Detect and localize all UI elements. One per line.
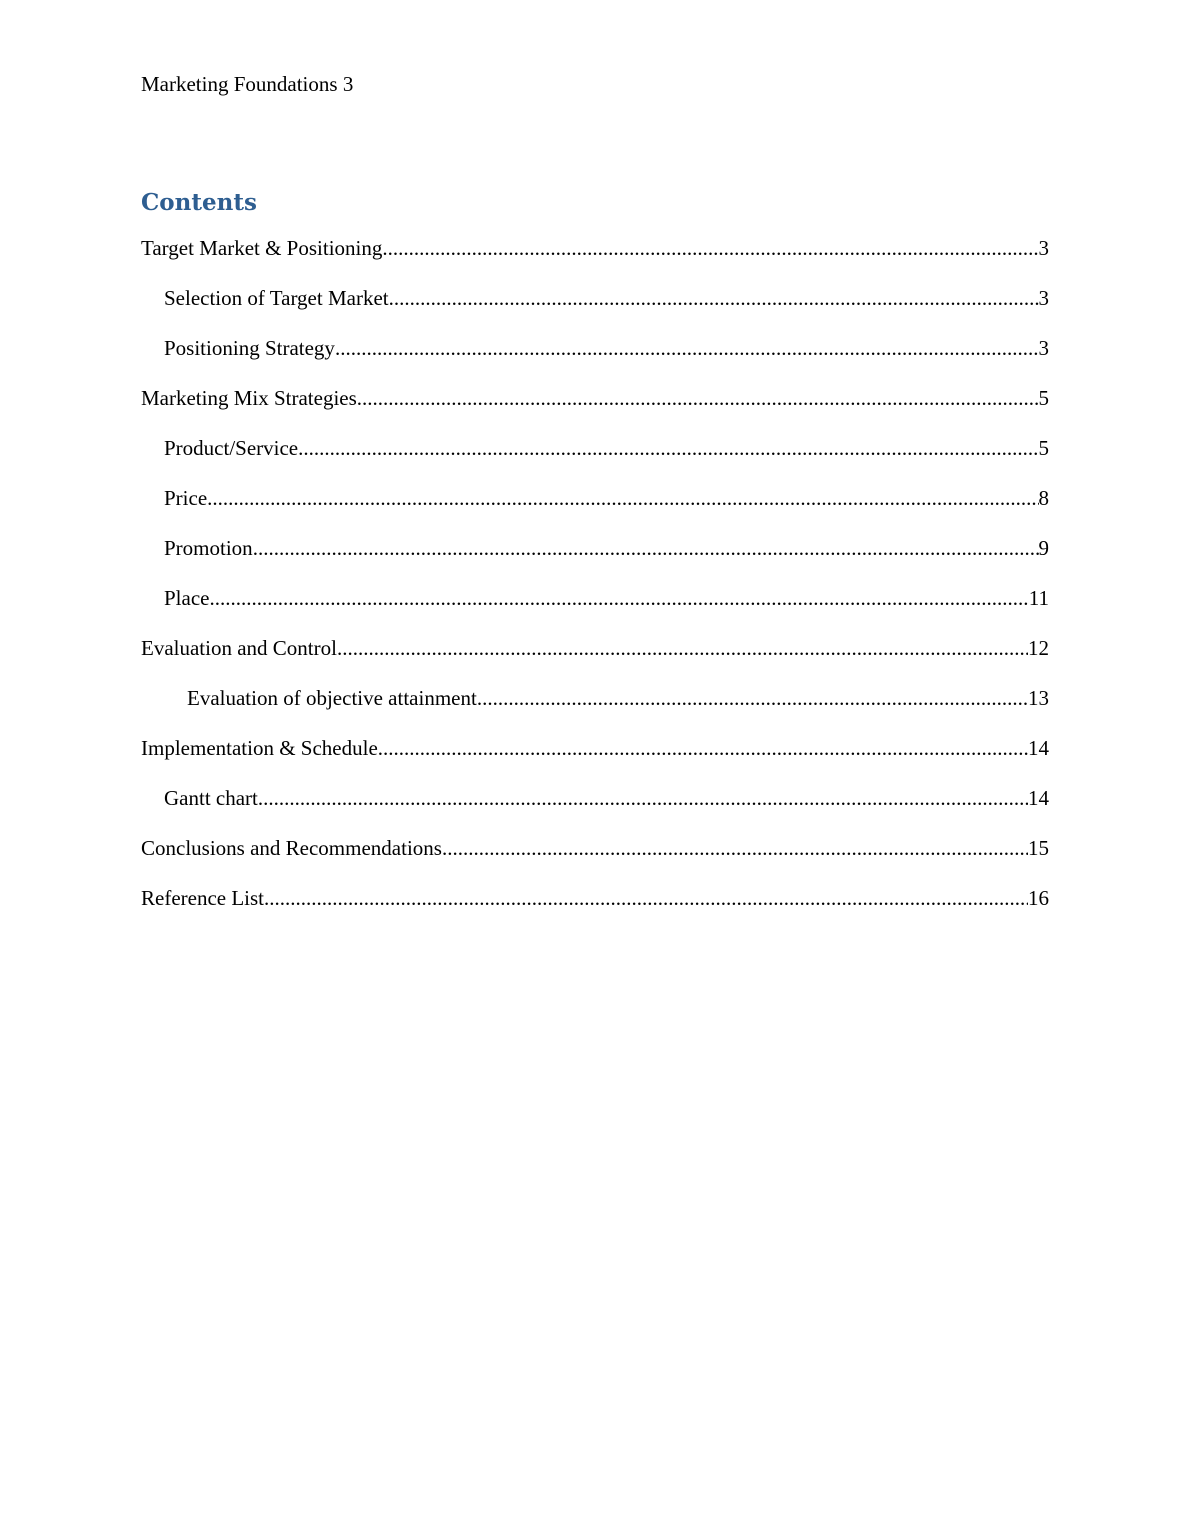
toc-dot-leader [382,232,1038,264]
toc-dot-leader [207,482,1038,514]
toc-entry-label: Product/Service [164,436,299,460]
toc-entry[interactable] [141,632,1049,682]
toc-entry-label: Gantt chart [164,786,258,810]
toc-dot-leader [209,582,1028,614]
toc-dot-leader [477,682,1028,714]
toc-dot-leader [442,832,1028,864]
toc-entry-label: Evaluation and Control [141,636,337,660]
toc-entry-page-number: 5 [1038,386,1049,410]
table-of-contents [141,232,1049,932]
toc-entry[interactable] [141,882,1049,932]
toc-entry-page-number: 5 [1038,436,1049,460]
running-header: Marketing Foundations 3 [141,72,354,96]
toc-entry[interactable] [141,682,1049,732]
toc-entry-page-number: 9 [1038,536,1049,560]
toc-dot-leader [258,782,1028,814]
toc-entry-page-number: 8 [1038,486,1049,510]
toc-entry-page-number: 11 [1028,586,1049,610]
toc-dot-leader [357,382,1039,414]
toc-entry-page-number: 13 [1028,686,1049,710]
toc-entry-label: Price [164,486,208,510]
toc-entry[interactable] [141,532,1049,582]
toc-entry-page-number: 14 [1028,786,1049,810]
toc-entry-label: Target Market & Positioning [141,236,383,260]
toc-entry-label: Evaluation of objective attainment [187,686,477,710]
toc-dot-leader [298,432,1038,464]
toc-entry-page-number: 3 [1038,286,1049,310]
toc-entry-page-number: 15 [1028,836,1049,860]
toc-entry-label: Reference List [141,886,265,910]
toc-dot-leader [389,282,1039,314]
toc-dot-leader [253,532,1039,564]
toc-title: Contents [141,189,257,216]
toc-entry-label: Positioning Strategy [164,336,335,360]
toc-entry-label: Place [164,586,210,610]
toc-entry-page-number: 3 [1038,236,1049,260]
toc-entry[interactable] [141,382,1049,432]
toc-entry[interactable] [141,232,1049,282]
toc-entry[interactable] [141,482,1049,532]
toc-entry-label: Marketing Mix Strategies [141,386,357,410]
toc-entry-page-number: 16 [1028,886,1049,910]
toc-entry[interactable] [141,832,1049,882]
toc-entry-label: Selection of Target Market [164,286,389,310]
toc-dot-leader [378,732,1028,764]
toc-entry[interactable] [141,332,1049,382]
toc-dot-leader [337,632,1028,664]
toc-dot-leader [264,882,1028,914]
toc-dot-leader [335,332,1039,364]
toc-entry[interactable] [141,732,1049,782]
toc-entry[interactable] [141,282,1049,332]
toc-entry[interactable] [141,582,1049,632]
toc-entry-label: Implementation & Schedule [141,736,378,760]
toc-entry[interactable] [141,432,1049,482]
toc-entry-label: Conclusions and Recommendations [141,836,442,860]
toc-entry-page-number: 14 [1028,736,1049,760]
toc-entry-page-number: 12 [1028,636,1049,660]
toc-entry[interactable] [141,782,1049,832]
toc-entry-page-number: 3 [1038,336,1049,360]
toc-entry-label: Promotion [164,536,253,560]
